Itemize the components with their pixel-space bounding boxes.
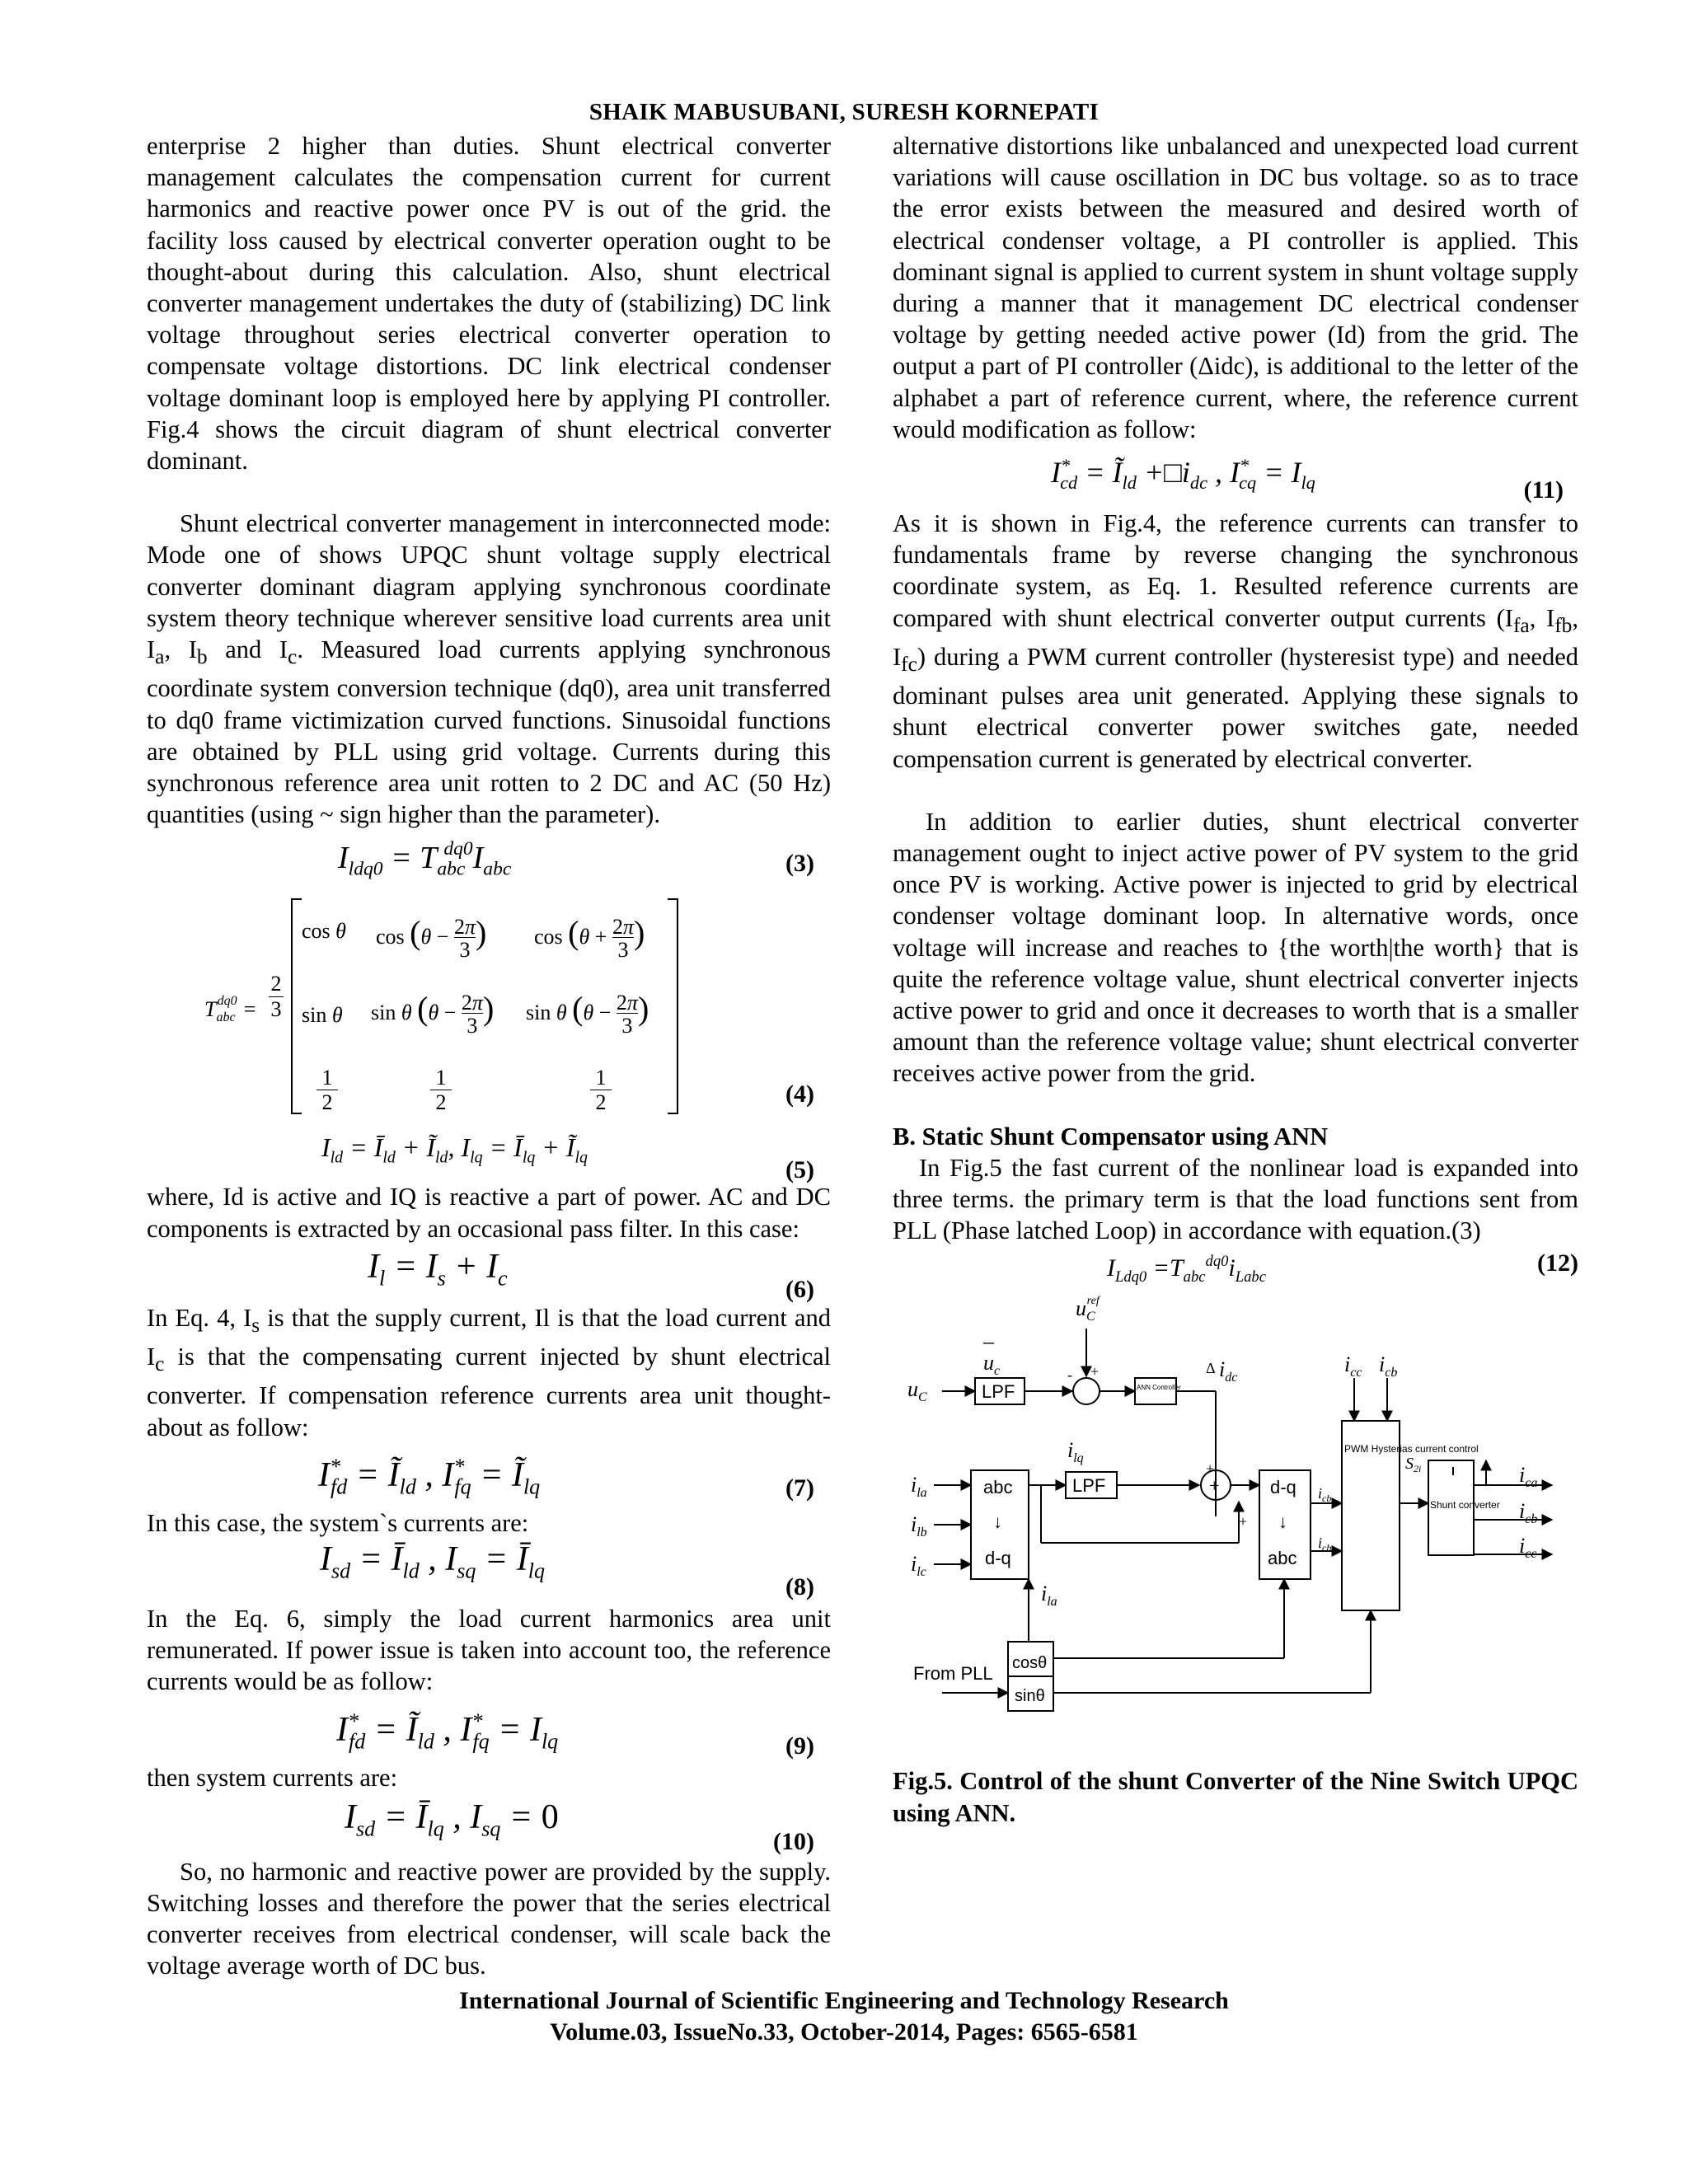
svg-text:icb: $i_{cb}$	[1519, 1499, 1538, 1527]
arrow-glyph: ↓	[1278, 1511, 1287, 1533]
cos-label: cosθ	[1012, 1654, 1048, 1673]
left-column	[147, 130, 831, 1982]
svg-text:S2i: $S_{2i}$	[1405, 1455, 1422, 1475]
svg-text:+: +	[1239, 1513, 1248, 1530]
svg-text:ilq: $i_{lq}$	[1067, 1438, 1084, 1466]
lpf-label: LPF	[982, 1381, 1015, 1403]
footer-volume-info: Volume.03, IssueNo.33, October-2014, Pages: 6565-6581	[550, 2018, 1138, 2046]
svg-text:uCref: $u_Cref$	[1076, 1295, 1100, 1324]
svg-text:+: +	[1090, 1363, 1100, 1380]
fig5-block-diagram	[893, 1287, 1578, 1757]
svg-text:icb: $i_{cb}$	[1318, 1485, 1332, 1505]
svg-text:idc: $i_{dc}$	[1219, 1357, 1238, 1385]
svg-text:ilb: $i_{lb}$	[911, 1512, 927, 1540]
svg-text:-: -	[1067, 1366, 1072, 1384]
paragraph: In this case, the system`s currents are:	[147, 1508, 529, 1537]
svg-text:uC: $u_C$	[907, 1377, 927, 1405]
paragraph: So, no harmonic and reactive power are provided by the supply. Switching losses and therefore the power that the series electrical converter receives from electrical condenser, will scale back the voltage average worth of DC bus.	[147, 1857, 831, 1980]
equation-5: $I_{ld}$ = $Ī_{ld}$ + $Ĩ_{ld}$, $I_{lq}$ = $Ī_{lq}$ + $Ĩ_{lq}$ (5)	[321, 1132, 814, 1184]
footer-journal-name: International Journal of Scientific Engineering and Technology Research	[459, 1987, 1229, 2014]
paragraph: In the Eq. 6, simply the load current harmonics area unit remunerated. If power issue is taken into account too, the reference currents would be as follow:	[147, 1604, 831, 1696]
paragraph: Shunt electrical converter management in interconnected mode: Mode one of shows UPQC shunt voltage supply electrical converter dominant diagram applying synchronous coordinate system theory technique wherever sensitive load currents area unit $I_a$, $I_b$ and $I_c$. Measured load currents applying synchronous coordinate system conversion technique (dq0), area unit transferred to dq0 frame victimization curved functions. Sinusoidal functions are obtained by PLL using grid voltage. Currents during this synchronous reference area unit rotten to 2 DC and AC (50 Hz) quantities (using ~ sign higher than the parameter).	[147, 509, 831, 829]
svg-text:icc: $i_{cc}$	[1519, 1534, 1537, 1562]
svg-text:icb: $i_{cb}$	[1318, 1535, 1332, 1554]
paragraph: In Eq. 4, $I_s$ is that the supply current, Il is that the load current and $I_c$ is that the compensating current injected by shunt electrical converter. If compensation reference currents area unit thought-about as follow:	[147, 1303, 831, 1441]
equation-7: $I^*_{fd}$ = $Ĩ_{ld}$ , $I^*_{fq}$ = $Ĩ_{lq}$ (7)	[318, 1454, 814, 1502]
paragraph: where, Id is active and IQ is reactive a part of power. AC and DC components is extracted by an occasional pass filter. In this case:	[147, 1183, 831, 1243]
sin-label: sinθ	[1015, 1687, 1045, 1706]
transform-matrix: $T_{abc}^{dq0}$ = 2 3 cos θ cos (θ − 2π 3 ) cos (θ + 2π 3 ) sin θ sin θ (θ − 2π 3 ) sin θ (θ − 2π 3 ) 1 2 1 2 1 2 (4)	[147, 883, 831, 1130]
from-pll-label: From PLL	[913, 1663, 993, 1685]
svg-text:+: +	[1209, 1475, 1220, 1497]
paragraph: As it is shown in Fig.4, the reference currents can transfer to fundamentals frame by reverse changing the synchronous coordinate system, as Eq. 1. Resulted reference currents are compared with shunt electrical converter output currents ($I_{fa}$, $I_{fb}$, $I_{fc}$) during a PWM current controller (hysteresist type) and needed dominant pulses area unit generated. Applying these signals to shunt electrical converter power switches gate, needed compensation current is generated by electrical converter.	[893, 509, 1578, 773]
equation-6: $I_l = I_s + I_c$ (6)	[368, 1247, 814, 1303]
abc-label: abc	[983, 1477, 1013, 1498]
dq-label: d-q	[985, 1548, 1011, 1569]
svg-text:–: –	[983, 1329, 994, 1354]
svg-text:uc: $u_c$	[983, 1351, 1001, 1379]
equation-11: $I^*_{cd}$ = $Ĩ_{ld}$ $+□i_{dc}$ , $I^*_{cq} = I_{lq}$ (11)	[1051, 455, 1564, 504]
section-heading: B. Static Shunt Compensator using ANN	[893, 1122, 1329, 1151]
pwm-label: PWM Hysterias current control	[1344, 1443, 1479, 1455]
paragraph: then system currents are:	[147, 1763, 398, 1792]
svg-text:ila: $i_{la}$	[1041, 1582, 1057, 1610]
svg-text:icc: $i_{cc}$	[1344, 1352, 1362, 1380]
equation-10: $I_{sd}$ = $Ī_{lq}$ , $I_{sq} = 0$ (10)	[345, 1797, 814, 1855]
dq-label: d-q	[1270, 1477, 1296, 1498]
paragraph: alternative distortions like unbalanced and unexpected load current variations will cause oscillation in DC bus voltage. so as to trace the error exists between the measured and desired worth of electrical condenser voltage, a PI controller is applied. This dominant signal is applied to current system in shunt voltage supply during a manner that it management DC electrical condenser voltage by getting needed active power (Id) from the grid. The output a part of PI controller (Δidc), is additional to the letter of the alphabet a part of reference current, where, the reference current would modification as follow:	[893, 132, 1578, 443]
arrow-glyph: ↓	[993, 1511, 1002, 1533]
shunt-label: Shunt converter	[1430, 1499, 1500, 1511]
svg-text:icb: $i_{cb}$	[1379, 1352, 1398, 1380]
paragraph: In Fig.5 the fast current of the nonlinear load is expanded into three terms. the primary term is that the load functions sent from PLL (Phase latched Loop) in accordance with equation.(3)	[893, 1153, 1578, 1245]
paragraph: In addition to earlier duties, shunt electrical converter management ought to inject active power of PV system to the grid once PV is working. Active power is injected to grid by electrical condenser voltage dominant loop. In alternative words, once voltage will increase and reaches to {the worth|the worth} that is quite the reference voltage value, shunt electrical converter injects active power to grid and once it decreases to worth that is a smaller amount than the reference voltage value; shunt electrical converter receives active power from the grid.	[893, 807, 1578, 1088]
equation-8: $I_{sd}$ = $Ī_{ld}$ , $I_{sq}$ = $Ī_{lq}$ (8)	[320, 1540, 814, 1601]
equation-9: $I^*_{fd}$ = $Ĩ_{ld}$ , $I^*_{fq} = I_{lq}$ (9)	[336, 1708, 814, 1760]
svg-text:ica: $i_{ca}$	[1519, 1463, 1538, 1491]
right-column	[893, 130, 1578, 1829]
figure-caption: Fig.5. Control of the shunt Converter of the Nine Switch UPQC using ANN.	[893, 1767, 1578, 1827]
svg-text:Δ: Δ	[1206, 1360, 1216, 1377]
equation-12: $I_{Ldq0} =T_{abc}^{dq0}i_{Labc}$ (12)	[1107, 1249, 1578, 1286]
paragraph: enterprise 2 higher than duties. Shunt electrical converter management calculates the compensation current for current harmonics and reactive power once PV is out of the grid. the facility loss caused by electrical converter operation ought to be thought-about during this calculation. Also, shunt electrical converter management undertakes the duty of (stabilizing) DC link voltage throughout series electrical converter operation to compensate voltage distortions. DC link electrical condenser voltage dominant loop is employed here by applying PI controller. Fig.4 shows the circuit diagram of shunt electrical converter dominant.	[147, 132, 831, 476]
journal-footer	[0, 1985, 1688, 2048]
lpf-label: LPF	[1072, 1475, 1106, 1497]
ann-label: ANN Controller	[1137, 1384, 1181, 1392]
svg-text:ilc: $i_{lc}$	[911, 1552, 926, 1580]
svg-text:+: +	[1206, 1460, 1215, 1478]
running-header: SHAIK MABUSUBANI, SURESH KORNEPATI	[588, 99, 1100, 125]
svg-text:ila: $i_{la}$	[911, 1473, 927, 1501]
abc-label: abc	[1268, 1548, 1297, 1569]
equation-3: $I_{ldq0} = T_{abc}^{dq0}I_{abc}$ (3)	[338, 838, 814, 880]
